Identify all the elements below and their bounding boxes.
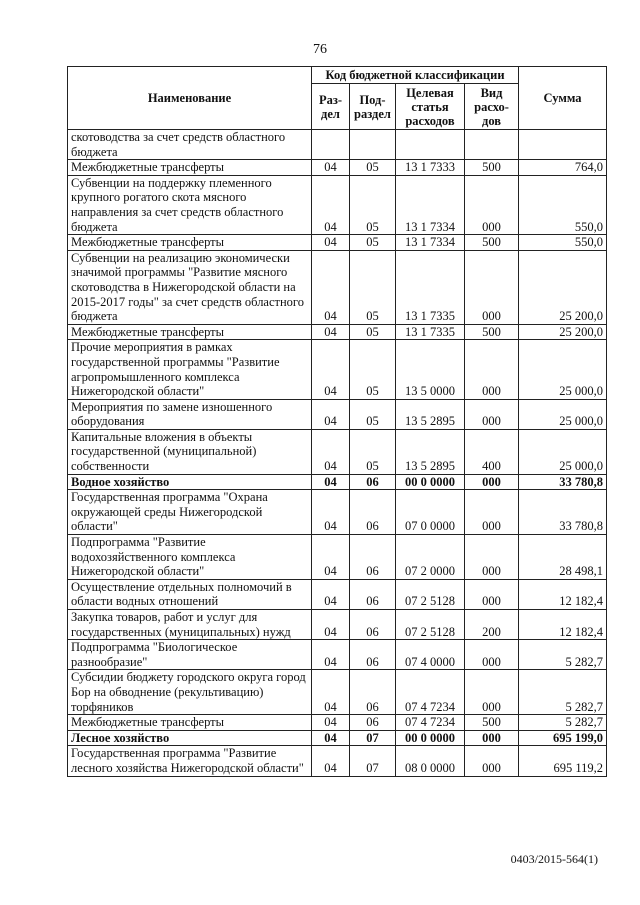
row-subsection: 06 bbox=[350, 715, 396, 731]
row-name: Закупка товаров, работ и услуг для государственных (муниципальных) нужд bbox=[68, 610, 312, 640]
row-section: 04 bbox=[312, 340, 350, 399]
row-sum: 550,0 bbox=[519, 235, 607, 251]
row-type: 000 bbox=[465, 746, 519, 776]
row-section: 04 bbox=[312, 490, 350, 535]
row-subsection bbox=[350, 130, 396, 160]
row-type: 500 bbox=[465, 160, 519, 176]
row-name: скотоводства за счет средств областного бюджета bbox=[68, 130, 312, 160]
row-target: 13 5 2895 bbox=[396, 399, 465, 429]
row-name: Прочие мероприятия в рамках государственной программы "Развитие агропромышленного комплекса Нижегородской области" bbox=[68, 340, 312, 399]
table-row bbox=[68, 250, 607, 324]
row-name: Межбюджетные трансферты bbox=[68, 160, 312, 176]
row-section: 04 bbox=[312, 715, 350, 731]
row-type: 000 bbox=[465, 340, 519, 399]
row-type: 000 bbox=[465, 730, 519, 746]
row-sum bbox=[519, 130, 607, 160]
row-subsection: 05 bbox=[350, 324, 396, 340]
row-section: 04 bbox=[312, 746, 350, 776]
row-type: 000 bbox=[465, 175, 519, 234]
row-subsection: 06 bbox=[350, 640, 396, 670]
row-type: 500 bbox=[465, 235, 519, 251]
document-code: 0403/2015-564(1) bbox=[510, 852, 598, 866]
row-target: 13 1 7335 bbox=[396, 250, 465, 324]
row-section: 04 bbox=[312, 399, 350, 429]
header-sum: Сумма bbox=[519, 67, 607, 130]
row-sum: 5 282,7 bbox=[519, 715, 607, 731]
row-subsection: 06 bbox=[350, 490, 396, 535]
row-target: 13 1 7333 bbox=[396, 160, 465, 176]
table-body bbox=[68, 130, 607, 777]
table-row bbox=[68, 399, 607, 429]
row-sum: 25 000,0 bbox=[519, 340, 607, 399]
row-name: Осуществление отдельных полномочий в области водных отношений bbox=[68, 579, 312, 609]
row-type: 200 bbox=[465, 610, 519, 640]
row-section: 04 bbox=[312, 429, 350, 474]
table-row bbox=[68, 490, 607, 535]
row-sum: 33 780,8 bbox=[519, 490, 607, 535]
row-type: 000 bbox=[465, 670, 519, 715]
row-type: 000 bbox=[465, 399, 519, 429]
row-sum: 12 182,4 bbox=[519, 579, 607, 609]
table-row bbox=[68, 610, 607, 640]
row-name: Лесное хозяйство bbox=[68, 730, 312, 746]
row-subsection: 05 bbox=[350, 175, 396, 234]
row-sum: 25 200,0 bbox=[519, 250, 607, 324]
table-row bbox=[68, 474, 607, 490]
row-name: Капитальные вложения в объекты государственной (муниципальной) собственности bbox=[68, 429, 312, 474]
row-target: 13 1 7334 bbox=[396, 175, 465, 234]
row-subsection: 05 bbox=[350, 429, 396, 474]
table-row bbox=[68, 746, 607, 776]
row-name: Государственная программа "Охрана окружающей среды Нижегородской области" bbox=[68, 490, 312, 535]
table-row bbox=[68, 579, 607, 609]
row-section bbox=[312, 130, 350, 160]
row-name: Межбюджетные трансферты bbox=[68, 324, 312, 340]
table-row bbox=[68, 429, 607, 474]
row-sum: 25 200,0 bbox=[519, 324, 607, 340]
row-sum: 33 780,8 bbox=[519, 474, 607, 490]
table-row bbox=[68, 730, 607, 746]
row-sum: 25 000,0 bbox=[519, 399, 607, 429]
budget-table bbox=[67, 66, 607, 777]
row-section: 04 bbox=[312, 535, 350, 580]
row-subsection: 05 bbox=[350, 399, 396, 429]
row-target: 07 4 7234 bbox=[396, 715, 465, 731]
row-subsection: 05 bbox=[350, 340, 396, 399]
row-name: Подпрограмма "Развитие водохозяйственного комплекса Нижегородской области" bbox=[68, 535, 312, 580]
row-name: Межбюджетные трансферты bbox=[68, 715, 312, 731]
row-subsection: 07 bbox=[350, 730, 396, 746]
row-target: 07 2 0000 bbox=[396, 535, 465, 580]
header-type: Вид расхо-дов bbox=[465, 84, 519, 130]
row-type: 000 bbox=[465, 250, 519, 324]
row-target: 07 2 5128 bbox=[396, 610, 465, 640]
table-row bbox=[68, 670, 607, 715]
row-sum: 695 199,0 bbox=[519, 730, 607, 746]
row-sum: 28 498,1 bbox=[519, 535, 607, 580]
row-target: 07 2 5128 bbox=[396, 579, 465, 609]
row-subsection: 07 bbox=[350, 746, 396, 776]
row-sum: 12 182,4 bbox=[519, 610, 607, 640]
row-section: 04 bbox=[312, 324, 350, 340]
row-section: 04 bbox=[312, 579, 350, 609]
row-sum: 5 282,7 bbox=[519, 670, 607, 715]
row-name: Межбюджетные трансферты bbox=[68, 235, 312, 251]
row-subsection: 05 bbox=[350, 160, 396, 176]
header-section: Раз-дел bbox=[312, 84, 350, 130]
table-row bbox=[68, 535, 607, 580]
row-section: 04 bbox=[312, 640, 350, 670]
row-name: Государственная программа "Развитие лесного хозяйства Нижегородской области" bbox=[68, 746, 312, 776]
row-target: 07 0 0000 bbox=[396, 490, 465, 535]
table-row bbox=[68, 340, 607, 399]
row-type: 000 bbox=[465, 535, 519, 580]
row-name: Водное хозяйство bbox=[68, 474, 312, 490]
table-row bbox=[68, 175, 607, 234]
row-sum: 550,0 bbox=[519, 175, 607, 234]
table-row bbox=[68, 715, 607, 731]
row-section: 04 bbox=[312, 160, 350, 176]
row-type: 500 bbox=[465, 715, 519, 731]
header-target: Целевая статья расходов bbox=[396, 84, 465, 130]
row-subsection: 06 bbox=[350, 610, 396, 640]
row-subsection: 06 bbox=[350, 579, 396, 609]
row-name: Субсидии бюджету городского округа город Бор на обводнение (рекультивацию) торфяников bbox=[68, 670, 312, 715]
row-target: 07 4 0000 bbox=[396, 640, 465, 670]
row-target: 13 5 2895 bbox=[396, 429, 465, 474]
header-code-group: Код бюджетной классификации bbox=[312, 67, 519, 84]
row-type: 400 bbox=[465, 429, 519, 474]
row-subsection: 06 bbox=[350, 670, 396, 715]
table-row bbox=[68, 324, 607, 340]
row-subsection: 06 bbox=[350, 474, 396, 490]
row-section: 04 bbox=[312, 250, 350, 324]
row-type bbox=[465, 130, 519, 160]
row-target: 13 1 7335 bbox=[396, 324, 465, 340]
row-section: 04 bbox=[312, 610, 350, 640]
row-sum: 25 000,0 bbox=[519, 429, 607, 474]
table-row bbox=[68, 640, 607, 670]
table-row bbox=[68, 130, 607, 160]
row-subsection: 05 bbox=[350, 250, 396, 324]
row-subsection: 05 bbox=[350, 235, 396, 251]
row-type: 000 bbox=[465, 579, 519, 609]
row-target: 00 0 0000 bbox=[396, 474, 465, 490]
header-subsection: Под-раздел bbox=[350, 84, 396, 130]
table-row bbox=[68, 235, 607, 251]
page-number: 76 bbox=[313, 42, 327, 57]
row-section: 04 bbox=[312, 670, 350, 715]
row-target: 13 1 7334 bbox=[396, 235, 465, 251]
row-name: Субвенции на реализацию экономически значимой программы "Развитие мясного скотоводства в Нижегородской области на 2015-2017 годы" за счет средств областного бюджета bbox=[68, 250, 312, 324]
row-sum: 764,0 bbox=[519, 160, 607, 176]
row-section: 04 bbox=[312, 730, 350, 746]
row-type: 000 bbox=[465, 474, 519, 490]
row-name: Субвенции на поддержку племенного крупного рогатого скота мясного направления за счет средств областного бюджета bbox=[68, 175, 312, 234]
row-target: 08 0 0000 bbox=[396, 746, 465, 776]
row-name: Подпрограмма "Биологическое разнообразие" bbox=[68, 640, 312, 670]
row-sum: 5 282,7 bbox=[519, 640, 607, 670]
row-target: 13 5 0000 bbox=[396, 340, 465, 399]
row-section: 04 bbox=[312, 474, 350, 490]
row-subsection: 06 bbox=[350, 535, 396, 580]
row-type: 500 bbox=[465, 324, 519, 340]
row-target bbox=[396, 130, 465, 160]
row-type: 000 bbox=[465, 640, 519, 670]
table-row bbox=[68, 160, 607, 176]
row-target: 07 4 7234 bbox=[396, 670, 465, 715]
header-name: Наименование bbox=[68, 67, 312, 130]
row-section: 04 bbox=[312, 235, 350, 251]
row-type: 000 bbox=[465, 490, 519, 535]
row-section: 04 bbox=[312, 175, 350, 234]
row-name: Мероприятия по замене изношенного оборудования bbox=[68, 399, 312, 429]
row-target: 00 0 0000 bbox=[396, 730, 465, 746]
row-sum: 695 119,2 bbox=[519, 746, 607, 776]
